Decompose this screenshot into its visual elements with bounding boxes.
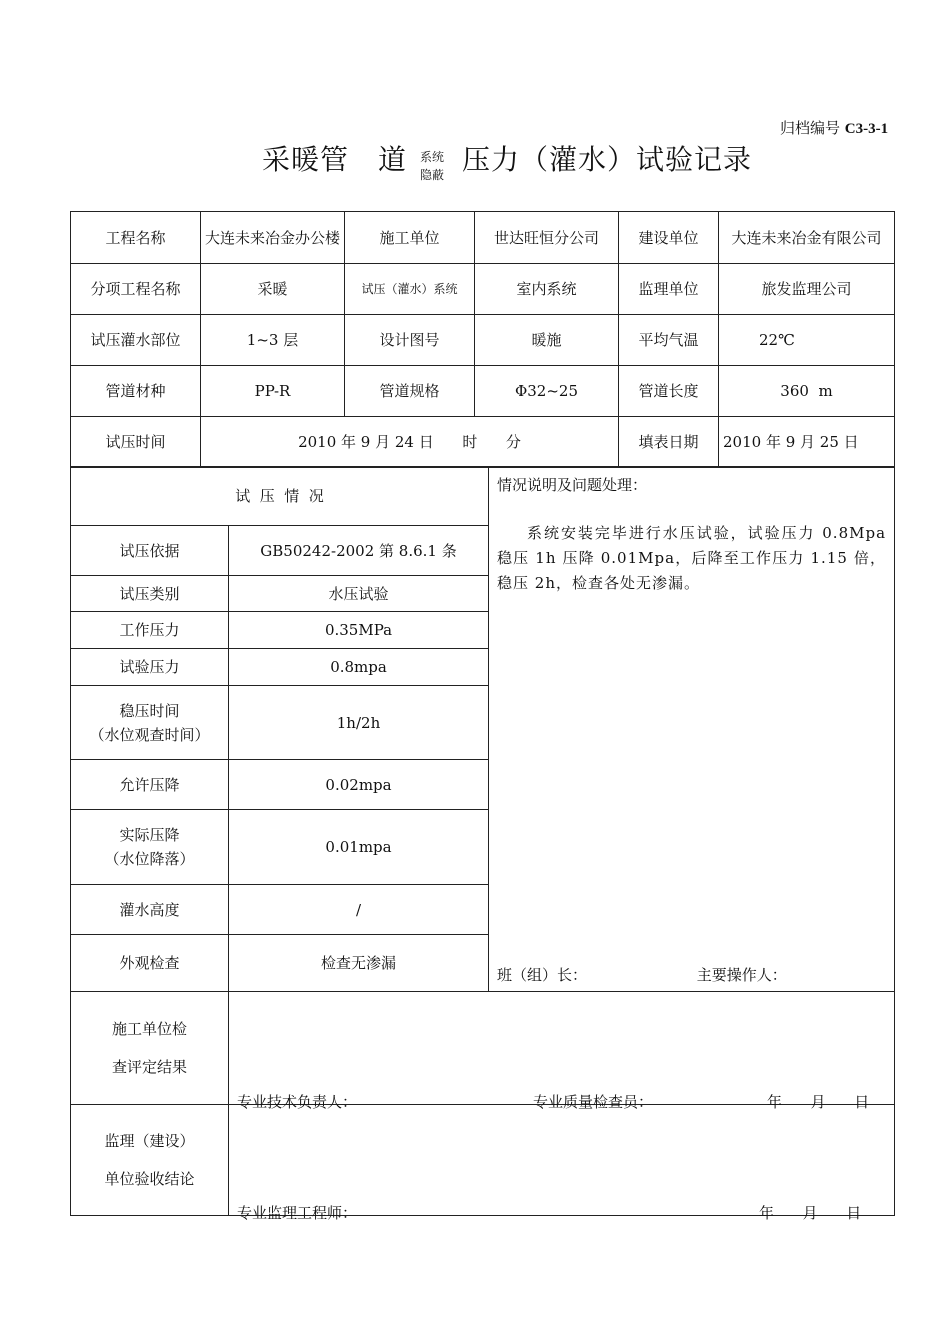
test-row-value: 0.01mpa — [229, 810, 489, 885]
supervision-engineer-label: 专业监理工程师： — [237, 1204, 358, 1222]
supervision-eval-label-line1: 监理（建设） — [104, 1132, 195, 1150]
test-row-value: 1h/2h — [229, 686, 489, 760]
test-location-label: 试压灌水部位 — [71, 315, 201, 366]
drawing-label: 设计图号 — [345, 315, 475, 366]
quality-inspector-label: 专业质量检查员： — [533, 1093, 654, 1111]
title-part-3: 压力（灌水）试验记录 — [462, 143, 753, 176]
supervision-eval-label — [71, 1105, 229, 1216]
sub-project-label: 分项工程名称 — [71, 264, 201, 315]
test-row-label: 试压类别 — [71, 576, 229, 612]
test-row-label: 工作压力 — [71, 612, 229, 649]
test-time-label: 试压时间 — [71, 417, 201, 468]
test-row-label-line1: 稳压时间 — [119, 701, 180, 720]
pipe-spec-label: 管道规格 — [345, 366, 475, 417]
owner-unit: 大连未来冶金有限公司 — [719, 212, 895, 264]
tech-lead-label: 专业技术负责人： — [237, 1093, 358, 1111]
owner-unit-label: 建设单位 — [619, 212, 719, 264]
supervision-eval-cell — [229, 1105, 895, 1222]
construction-eval-label-line1: 施工单位检 — [111, 1020, 187, 1038]
test-section-title: 试 压 情 况 — [71, 467, 489, 526]
evaluation-table — [70, 991, 895, 1222]
construction-eval-label-line2: 查评定结果 — [111, 1058, 187, 1076]
project-name: 大连未来冶金办公楼 — [201, 212, 345, 264]
system: 室内系统 — [475, 264, 619, 315]
title-small-top: 系统 — [420, 150, 445, 164]
temp: 22℃ — [719, 315, 895, 366]
info-table — [70, 211, 895, 468]
test-row-label — [71, 686, 229, 760]
test-row-label: 灌水高度 — [71, 885, 229, 935]
temp-label: 平均气温 — [619, 315, 719, 366]
fill-date-label: 填表日期 — [619, 417, 719, 468]
test-row-label — [71, 810, 229, 885]
pipe-material-label: 管道材种 — [71, 366, 201, 417]
archive-number — [780, 117, 888, 138]
test-row-value: 水压试验 — [229, 576, 489, 612]
supervision-eval-label-line2: 单位验收结论 — [104, 1170, 195, 1188]
fill-date: 2010 年 9 月 25 日 — [719, 417, 895, 468]
date-line-1: 年 月 日 — [767, 1093, 870, 1111]
notes-body: 系统安装完毕进行水压试验，试验压力 0.8Mpa 稳压 1h 压降 0.01Mpa，后降至工作压力 1.15 倍，稳压 2h，检查各处无渗漏。 — [497, 524, 887, 592]
operator-label: 主要操作人： — [696, 966, 787, 984]
test-row-label-line2: （水位观查时间） — [89, 725, 210, 744]
pipe-material: PP-R — [201, 366, 345, 417]
project-name-label: 工程名称 — [71, 212, 201, 264]
test-row-value: 检查无渗漏 — [229, 935, 489, 992]
title-small-bottom: 隐蔽 — [420, 168, 445, 182]
construction-unit: 世达旺恒分公司 — [475, 212, 619, 264]
test-row-value: 0.35MPa — [229, 612, 489, 649]
test-time: 2010 年 9 月 24 日 时 分 — [201, 417, 619, 468]
supervisor: 旅发监理公司 — [719, 264, 895, 315]
test-row-value: 0.02mpa — [229, 760, 489, 810]
pipe-spec: Φ32~25 — [475, 366, 619, 417]
archive-code: C3-3-1 — [844, 121, 889, 137]
test-row-value: / — [229, 885, 489, 935]
archive-label: 归档编号 — [780, 119, 841, 137]
notes-header: 情况说明及问题处理： — [497, 476, 648, 494]
test-row-value: 0.8mpa — [229, 649, 489, 686]
test-row-value: GB50242-2002 第 8.6.1 条 — [229, 526, 489, 576]
title-part-1: 采暖管 — [262, 143, 350, 176]
title-part-2: 道 — [378, 143, 407, 176]
pipe-length: 360 m — [719, 366, 895, 417]
supervisor-label: 监理单位 — [619, 264, 719, 315]
test-row-label-line2: （水位降落） — [104, 850, 195, 868]
test-row-label: 试压依据 — [71, 526, 229, 576]
pipe-length-label: 管道长度 — [619, 366, 719, 417]
test-row-label: 外观检查 — [71, 935, 229, 992]
construction-unit-label: 施工单位 — [345, 212, 475, 264]
test-location: 1~3 层 — [201, 315, 345, 366]
construction-eval-cell — [229, 992, 895, 1111]
test-row-label: 试验压力 — [71, 649, 229, 686]
notes-cell — [489, 467, 895, 992]
drawing: 暖施 — [475, 315, 619, 366]
team-leader-label: 班（组）长： — [497, 966, 588, 984]
notes-signatures — [497, 963, 887, 987]
test-row-label: 允许压降 — [71, 760, 229, 810]
test-table — [70, 466, 895, 992]
date-line-2: 年 月 日 — [759, 1204, 862, 1222]
sub-project: 采暖 — [201, 264, 345, 315]
test-row-label-line1: 实际压降 — [119, 826, 180, 844]
construction-eval-label — [71, 992, 229, 1105]
system-label: 试压（灌水）系统 — [345, 264, 475, 315]
